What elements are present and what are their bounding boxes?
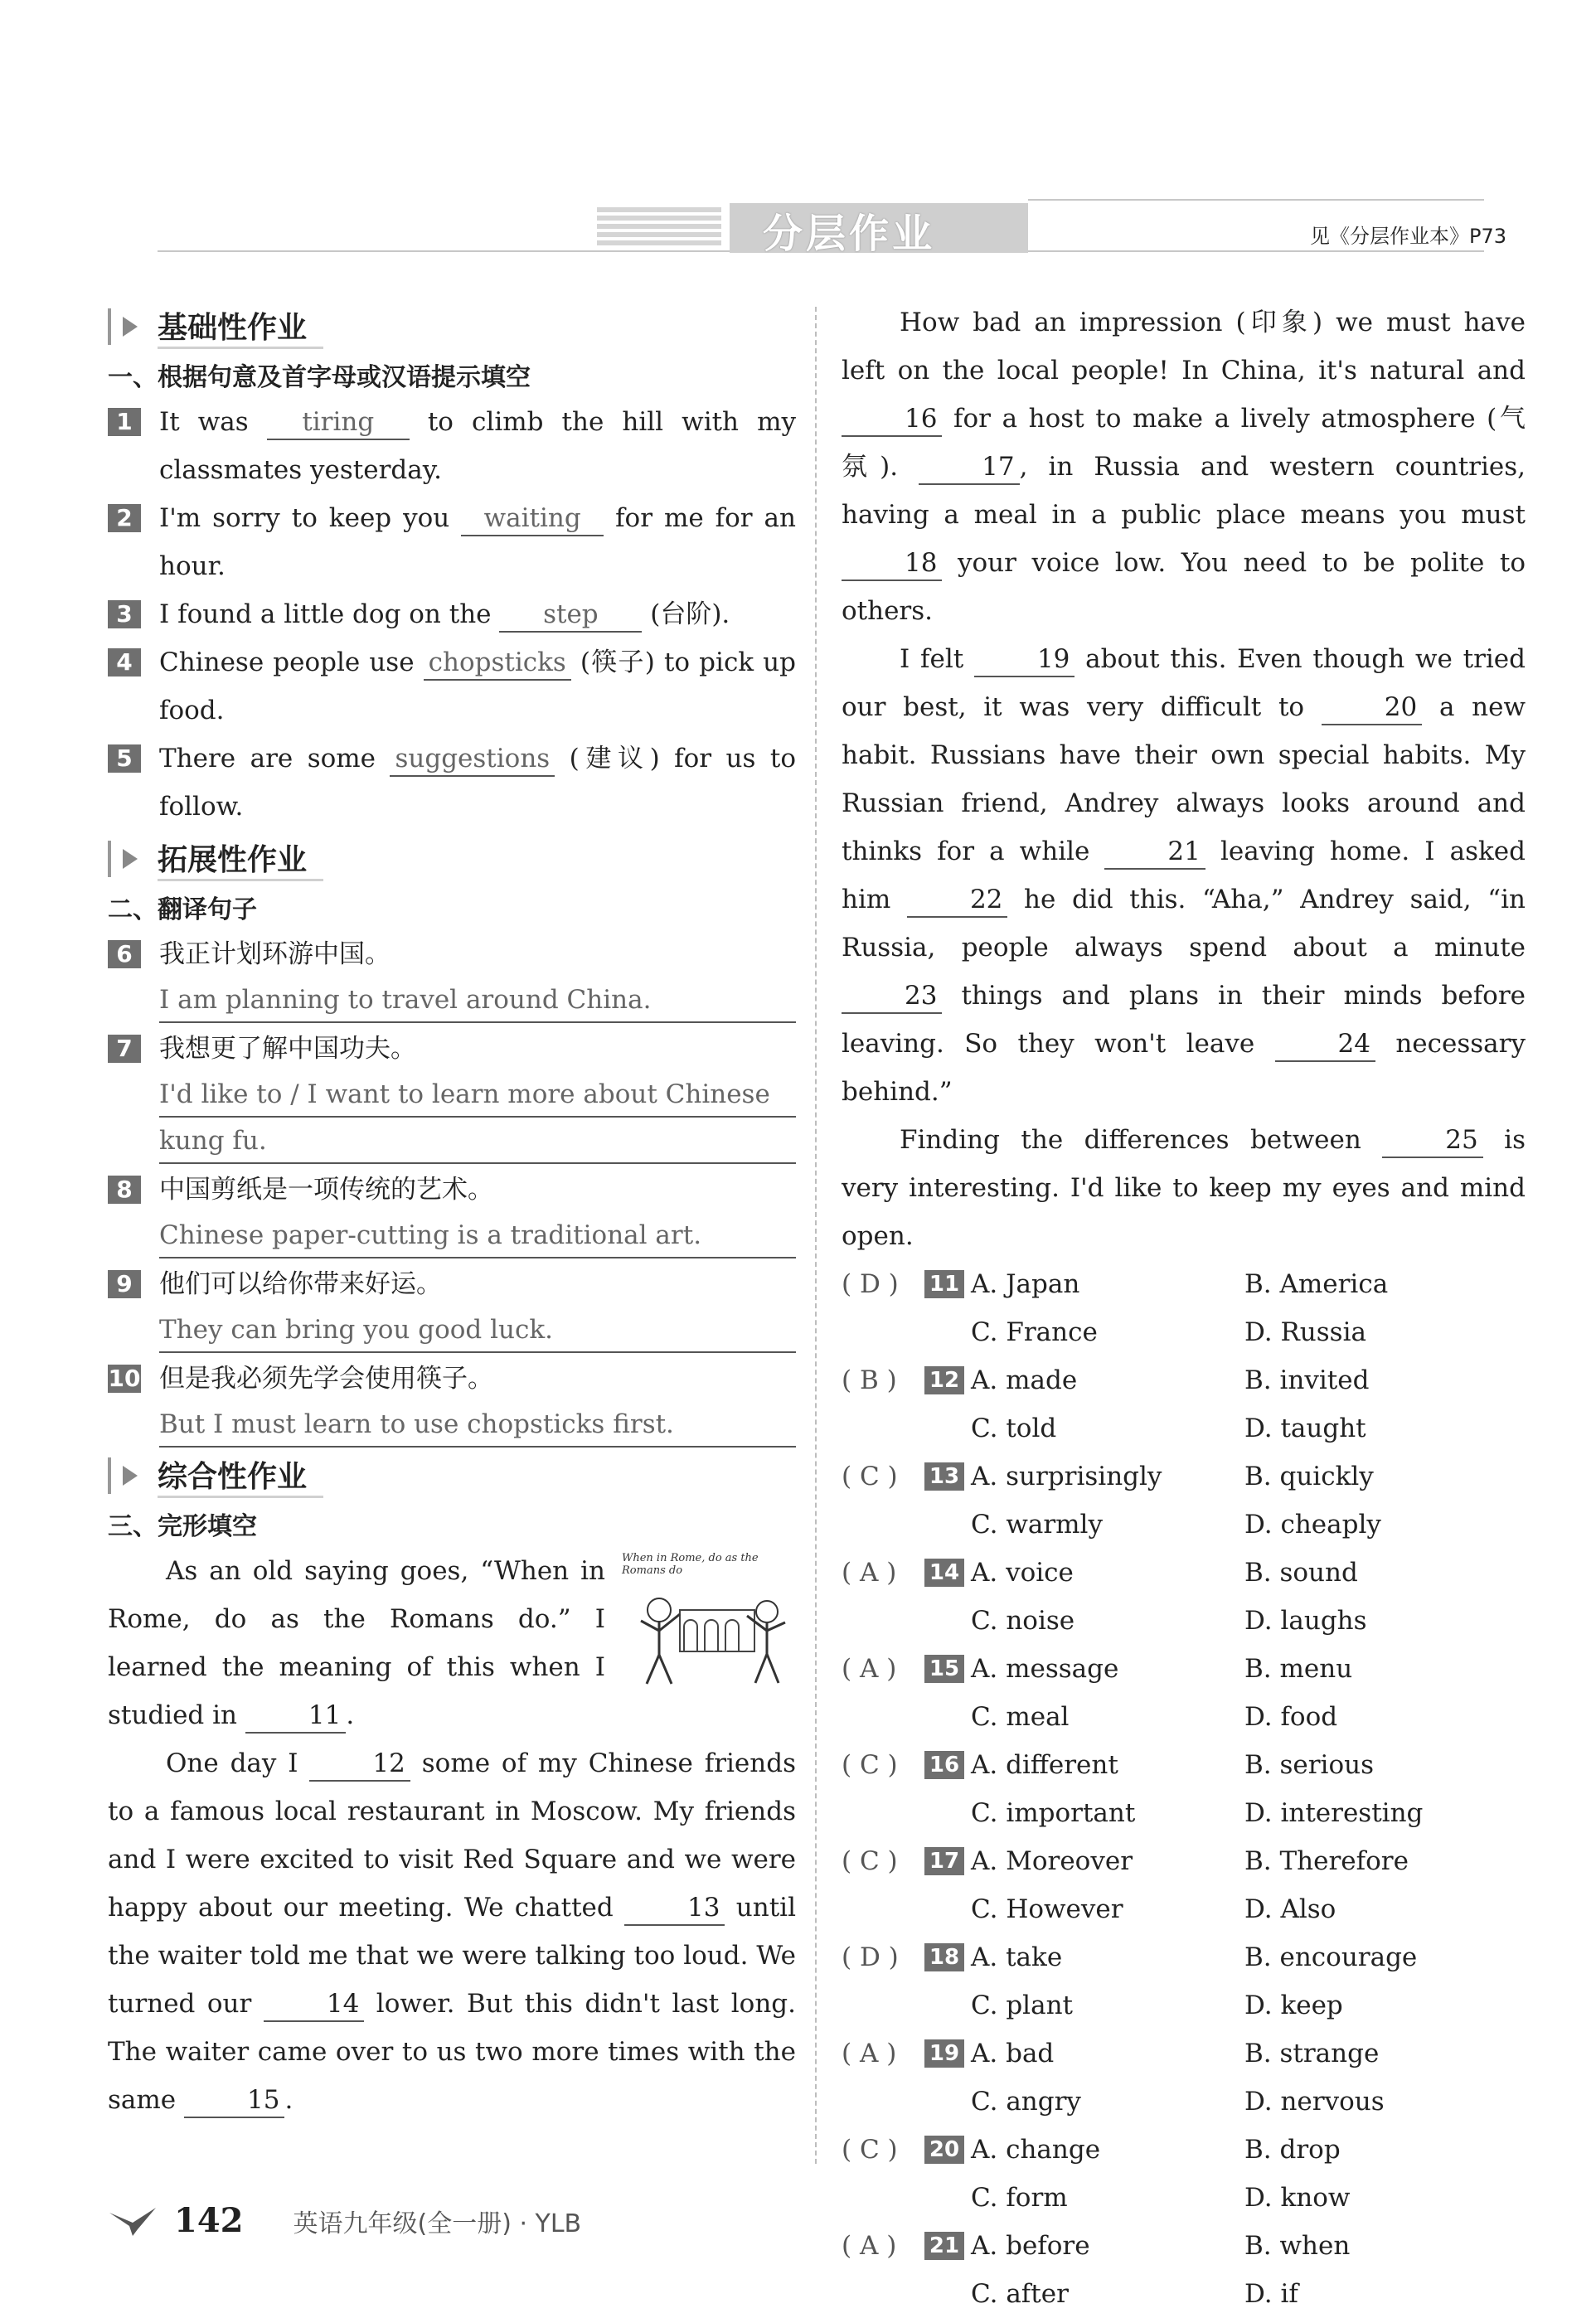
- spacer: [842, 1693, 971, 1741]
- answer-line[interactable]: I'd like to / I want to learn more about Chinese: [159, 1073, 796, 1118]
- part1-title: 一、根据句意及首字母或汉语提示填空: [108, 363, 531, 392]
- part3-title: 三、完形填空: [108, 1512, 257, 1541]
- item-text: (筷子) to pick up food.: [159, 647, 796, 725]
- cartoon-illustration-icon: [622, 1577, 796, 1701]
- option-a[interactable]: A. made: [971, 1365, 1078, 1395]
- option-row: [842, 1260, 1526, 1308]
- option-row: [842, 1789, 1526, 1837]
- question-number: 5: [108, 744, 141, 773]
- option-a[interactable]: A. message: [971, 1654, 1119, 1684]
- fill-item: [108, 398, 796, 494]
- spacer: [842, 2270, 971, 2318]
- option-d[interactable]: D. if: [1244, 2279, 1298, 2309]
- option-c[interactable]: C. France: [971, 1317, 1098, 1347]
- translation-item: [108, 1260, 796, 1353]
- part2-title: 二、翻译句子: [108, 895, 257, 924]
- option-row: [842, 1356, 1526, 1404]
- cloze-paragraph-1: As an old saying goes, “When in Rome, do as the Romans do.” I learned the meaning of this when I studied in 11 .: [108, 1547, 796, 1739]
- question-number: 10: [108, 1365, 141, 1392]
- option-c[interactable]: C. important: [971, 1798, 1136, 1828]
- option-b[interactable]: B. strange: [1244, 2039, 1380, 2068]
- answer-line[interactable]: kung fu.: [159, 1119, 796, 1164]
- option-row: [842, 1693, 1526, 1741]
- blank-11[interactable]: 11: [245, 1699, 346, 1734]
- option-d[interactable]: D. taught: [1244, 1414, 1366, 1443]
- option-b[interactable]: B. sound: [1244, 1558, 1358, 1588]
- question-number: 14: [924, 1559, 964, 1587]
- page-number: 142: [174, 2201, 244, 2240]
- question-number: 13: [924, 1462, 964, 1491]
- question-number: 20: [924, 2136, 964, 2164]
- answer-bracket[interactable]: ( A ): [842, 1558, 897, 1588]
- spacer: [842, 1597, 971, 1645]
- cloze-paragraph-2: One day I 12 some of my Chinese friends to a famous local restaurant in Moscow. My friends and I were excited to visit Red Square and we were happy about our meeting. We chatted 13 until the waiter told me that we were talking too loud. We turned our 14 lower. But this didn't last long. The waiter came over to us two more times with the same 15 .: [108, 1739, 796, 2124]
- header-title: 分层作业: [763, 211, 936, 257]
- option-d[interactable]: D. food: [1244, 1702, 1338, 1732]
- option-d[interactable]: D. nervous: [1244, 2087, 1385, 2117]
- option-c[interactable]: C. told: [971, 1414, 1057, 1443]
- question-number: 7: [108, 1035, 141, 1063]
- answer-blank[interactable]: tiring: [267, 405, 410, 440]
- option-a[interactable]: A. different: [971, 1750, 1118, 1780]
- option-c[interactable]: C. However: [971, 1894, 1123, 1924]
- option-row: [842, 2174, 1526, 2222]
- blank-22[interactable]: 22: [907, 883, 1007, 918]
- answer-bracket[interactable]: ( A ): [842, 2039, 897, 2068]
- answer-bracket[interactable]: ( C ): [842, 1462, 898, 1491]
- blank-24[interactable]: 24: [1275, 1027, 1375, 1062]
- fill-item: [108, 590, 796, 638]
- section-label: 拓展性作业: [158, 837, 323, 881]
- bird-logo-icon: [108, 2204, 158, 2238]
- chosen-answer: C: [859, 1846, 880, 1876]
- option-row: [842, 1501, 1526, 1549]
- option-d[interactable]: D. cheaply: [1244, 1510, 1381, 1540]
- chosen-answer: A: [859, 1654, 879, 1684]
- option-b[interactable]: B. serious: [1244, 1750, 1375, 1780]
- chinese-sentence: 中国剪纸是一项传统的艺术。: [159, 1175, 493, 1205]
- answer-line[interactable]: But I must learn to use chopsticks first.: [159, 1403, 796, 1448]
- answer-line[interactable]: Chinese paper-cutting is a traditional art.: [159, 1214, 796, 1258]
- option-row: [842, 1741, 1526, 1789]
- translation-item: [108, 1025, 796, 1164]
- blank-20[interactable]: 20: [1322, 691, 1422, 725]
- section-comprehensive: [108, 1452, 796, 1499]
- chinese-sentence: 我正计划环游中国。: [159, 939, 391, 969]
- option-d[interactable]: D. Russia: [1244, 1317, 1366, 1347]
- cloze-paragraph-3: How bad an impression (印象) we must have left on the local people! In China, it's natural and 16 for a host to make a lively atmosphere (气氛). 17 , in Russia and western countries, having a meal in a public place means you must 18 your voice low. You need to be polite to others.: [842, 308, 1526, 626]
- option-a[interactable]: A. take: [971, 1942, 1063, 1972]
- question-number: 11: [924, 1270, 964, 1298]
- arrow-icon: [108, 308, 151, 345]
- left-column: [108, 298, 796, 2124]
- option-row: [842, 1645, 1526, 1693]
- option-c[interactable]: C. meal: [971, 1702, 1070, 1732]
- chosen-answer: C: [859, 1750, 880, 1780]
- chosen-answer: A: [859, 2039, 879, 2068]
- chosen-answer: A: [859, 1558, 879, 1588]
- option-row: [842, 1885, 1526, 1933]
- option-row: [842, 1933, 1526, 1981]
- option-row: [842, 1837, 1526, 1885]
- header-stripes: [597, 207, 721, 247]
- question-number: 17: [924, 1847, 964, 1875]
- chinese-sentence: 但是我必须先学会使用筷子。: [159, 1364, 493, 1394]
- spacer: [842, 1789, 971, 1837]
- option-row: [842, 2222, 1526, 2270]
- answer-line[interactable]: They can bring you good luck.: [159, 1308, 796, 1353]
- spacer: [842, 1501, 971, 1549]
- question-number: 19: [924, 2039, 964, 2068]
- answer-blank[interactable]: suggestions: [390, 742, 555, 777]
- header-rule-top: [1028, 199, 1484, 201]
- option-a[interactable]: A. Moreover: [971, 1846, 1133, 1876]
- blank-23[interactable]: 23: [842, 979, 942, 1014]
- item-text: I found a little dog on the: [159, 599, 500, 629]
- item-text: (台阶).: [642, 599, 730, 629]
- section-label: 综合性作业: [158, 1453, 323, 1498]
- blank-18[interactable]: 18: [842, 546, 942, 581]
- question-number: 6: [108, 940, 141, 968]
- fill-item: [108, 638, 796, 735]
- answer-bracket[interactable]: ( D ): [842, 1269, 899, 1299]
- answer-bracket[interactable]: ( C ): [842, 2135, 898, 2165]
- option-row: [842, 1404, 1526, 1452]
- translation-item: [108, 930, 796, 1023]
- fill-item: [108, 494, 796, 590]
- translation-item: [108, 1166, 796, 1258]
- option-c[interactable]: C. angry: [971, 2087, 1081, 2117]
- item-text: It was: [159, 407, 267, 437]
- spacer: [842, 2078, 971, 2126]
- answer-blank[interactable]: chopsticks: [424, 646, 571, 681]
- option-d[interactable]: D. interesting: [1244, 1798, 1424, 1828]
- answer-blank[interactable]: waiting: [461, 502, 604, 536]
- blank-21[interactable]: 21: [1104, 835, 1205, 870]
- question-number: 18: [924, 1943, 964, 1971]
- option-c[interactable]: C. form: [971, 2183, 1068, 2213]
- chinese-sentence: 他们可以给你带来好运。: [159, 1269, 442, 1299]
- option-row: [842, 2029, 1526, 2078]
- answer-line[interactable]: I am planning to travel around China.: [159, 978, 796, 1023]
- section-basic: [108, 303, 796, 350]
- item-text: Chinese people use: [159, 647, 424, 677]
- question-number: 16: [924, 1751, 964, 1779]
- option-a[interactable]: A. surprisingly: [971, 1462, 1162, 1491]
- column-divider: [815, 307, 817, 2164]
- option-c[interactable]: C. noise: [971, 1606, 1075, 1636]
- option-row: [842, 2078, 1526, 2126]
- option-d[interactable]: D. keep: [1244, 1991, 1343, 2020]
- chosen-answer: C: [859, 2135, 880, 2165]
- header-reference: 见《分层作业本》P73: [1310, 225, 1507, 248]
- spacer: [842, 1404, 971, 1452]
- option-b[interactable]: B. Therefore: [1244, 1846, 1409, 1876]
- chosen-answer: A: [859, 2231, 879, 2261]
- option-row: [842, 1549, 1526, 1597]
- option-row: [842, 1981, 1526, 2029]
- chinese-sentence: 我想更了解中国功夫。: [159, 1034, 416, 1064]
- question-number: 15: [924, 1655, 964, 1683]
- blank-13[interactable]: 13: [624, 1891, 725, 1926]
- options-list: [842, 1260, 1526, 2318]
- chosen-answer: C: [859, 1462, 880, 1491]
- blank-15[interactable]: 15: [184, 2083, 284, 2118]
- blank-17[interactable]: 17: [919, 450, 1019, 485]
- section-label: 基础性作业: [158, 304, 323, 349]
- item-text: (建议) for us to follow.: [159, 744, 796, 822]
- part1-list: [108, 398, 796, 831]
- book-title: 英语九年级(全一册) · YLB: [293, 2209, 582, 2238]
- rome-cartoon: [622, 1552, 796, 1693]
- question-number: 1: [108, 408, 141, 436]
- option-a[interactable]: A. before: [971, 2231, 1090, 2261]
- option-c[interactable]: C. after: [971, 2279, 1069, 2309]
- option-b[interactable]: B. menu: [1244, 1654, 1353, 1684]
- option-b[interactable]: B. invited: [1244, 1365, 1370, 1395]
- option-row: [842, 2270, 1526, 2318]
- question-number: 21: [924, 2232, 964, 2260]
- blank-19[interactable]: 19: [974, 643, 1075, 677]
- option-a[interactable]: A. change: [971, 2135, 1101, 2165]
- option-row: [842, 1308, 1526, 1356]
- item-text: There are some: [159, 744, 391, 773]
- chosen-answer: D: [859, 1942, 880, 1972]
- section-extend: [108, 836, 796, 882]
- option-b[interactable]: B. when: [1244, 2231, 1351, 2261]
- answer-bracket[interactable]: ( B ): [842, 1365, 897, 1395]
- arrow-icon: [108, 1457, 151, 1494]
- blank-16[interactable]: 16: [842, 402, 942, 437]
- option-b[interactable]: B. encourage: [1244, 1942, 1418, 1972]
- option-a[interactable]: A. Japan: [971, 1269, 1080, 1299]
- cartoon-caption: When in Rome, do as the Romans do: [622, 1552, 759, 1577]
- question-number: 2: [108, 504, 141, 532]
- question-number: 9: [108, 1270, 141, 1298]
- spacer: [842, 1885, 971, 1933]
- question-number: 4: [108, 648, 141, 676]
- option-b[interactable]: B. drop: [1244, 2135, 1341, 2165]
- spacer: [842, 1308, 971, 1356]
- right-column: [842, 298, 1526, 2318]
- question-number: 8: [108, 1176, 141, 1204]
- option-b[interactable]: B. quickly: [1244, 1462, 1374, 1491]
- option-row: [842, 2126, 1526, 2174]
- item-text: to climb the hill with my classmates yesterday.: [159, 407, 797, 485]
- question-number: 3: [108, 600, 141, 628]
- chosen-answer: B: [859, 1365, 879, 1395]
- blank-14[interactable]: 14: [264, 1987, 364, 2022]
- option-b[interactable]: B. America: [1244, 1269, 1389, 1299]
- answer-bracket[interactable]: ( C ): [842, 1750, 898, 1780]
- translation-item: [108, 1355, 796, 1448]
- chosen-answer: D: [859, 1269, 880, 1299]
- option-a[interactable]: A. voice: [971, 1558, 1074, 1588]
- answer-blank[interactable]: step: [499, 598, 642, 633]
- question-number: 12: [924, 1366, 964, 1394]
- answer-bracket[interactable]: ( A ): [842, 1654, 897, 1684]
- option-d[interactable]: D. Also: [1244, 1894, 1336, 1924]
- option-d[interactable]: D. know: [1244, 2183, 1351, 2213]
- answer-bracket[interactable]: ( C ): [842, 1846, 898, 1876]
- option-c[interactable]: C. plant: [971, 1991, 1073, 2020]
- item-text: for me for an hour.: [159, 503, 796, 581]
- page-footer: [108, 2201, 581, 2240]
- option-row: [842, 1597, 1526, 1645]
- cloze-paragraph-5: Finding the differences between 25 is very interesting. I'd like to keep my eyes and mind open.: [842, 1125, 1526, 1251]
- option-d[interactable]: D. laughs: [1244, 1606, 1367, 1636]
- spacer: [842, 1981, 971, 2029]
- item-text: I'm sorry to keep you: [159, 503, 462, 533]
- answer-bracket[interactable]: ( D ): [842, 1942, 899, 1972]
- blank-12[interactable]: 12: [309, 1747, 410, 1782]
- option-c[interactable]: C. warmly: [971, 1510, 1103, 1540]
- spacer: [842, 2174, 971, 2222]
- arrow-icon: [108, 841, 151, 877]
- part2-list: [108, 930, 796, 1448]
- option-row: [842, 1452, 1526, 1501]
- fill-item: [108, 735, 796, 831]
- answer-bracket[interactable]: ( A ): [842, 2231, 897, 2261]
- cloze-paragraph-4: I felt 19 about this. Even though we tried our best, it was very difficult to 20 a new habit. Russians have their own special habits. My Russian friend, Andrey always looks around and thinks for a while 21 leaving home. I asked him 22 he did this. “Aha,” Andrey said, “in Russia, people always spend about a minute 23 things and plans in their minds before leaving. So they won't leave 24 necessary behind.”: [842, 644, 1526, 1107]
- option-a[interactable]: A. bad: [971, 2039, 1055, 2068]
- blank-25[interactable]: 25: [1382, 1123, 1482, 1158]
